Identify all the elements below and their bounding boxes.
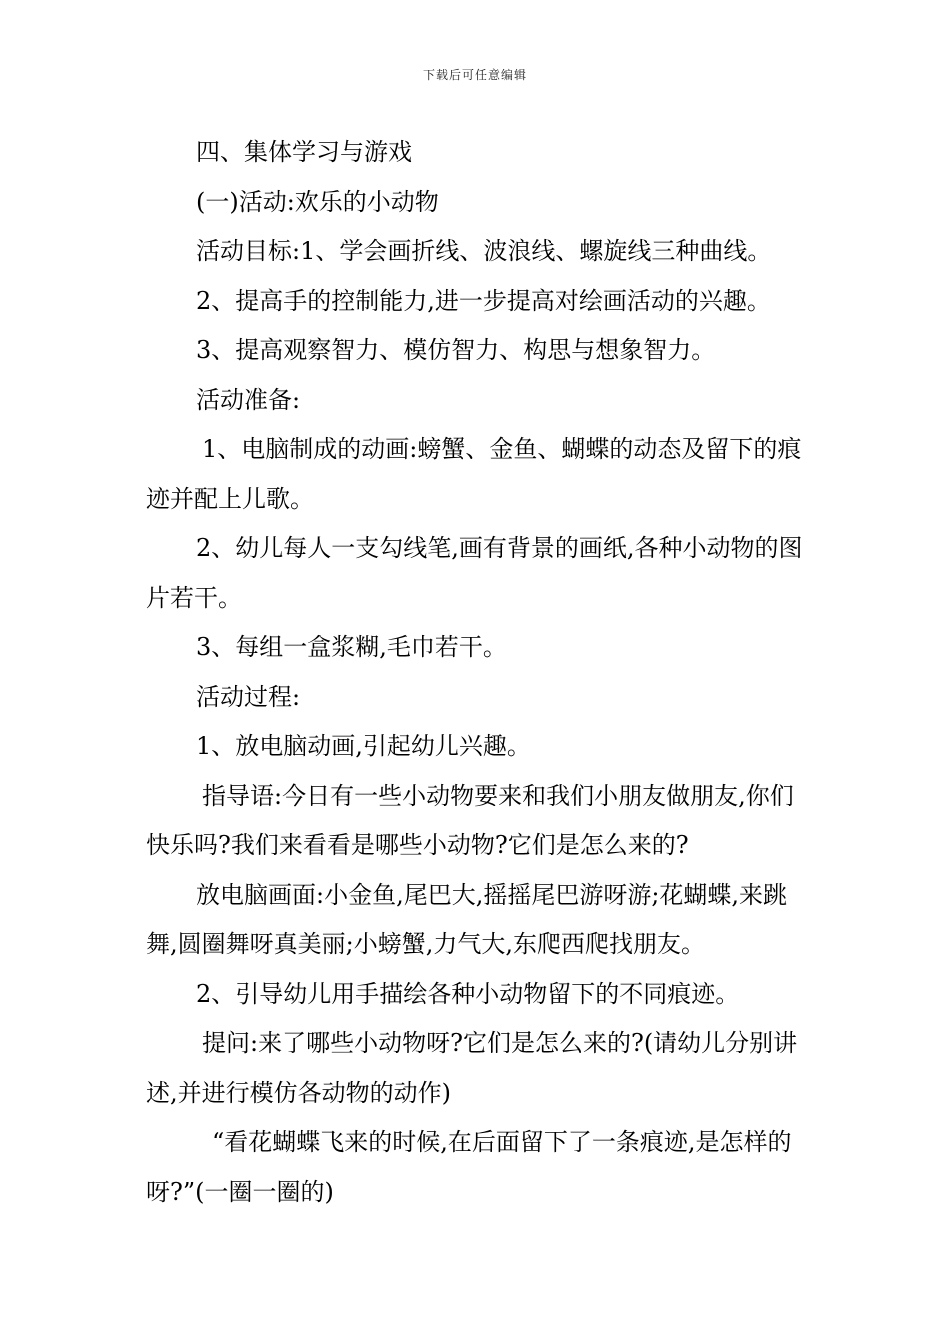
activity-title: (一)活动:欢乐的小动物 — [196, 187, 439, 216]
process-step-1: 1、放电脑动画,引起幼儿兴趣。 — [196, 732, 531, 760]
section-heading: 四、集体学习与游戏 — [196, 138, 412, 166]
preparation-item-3: 3、每组一盒浆糊,毛巾若干。 — [196, 633, 507, 661]
activity-goal-1: 活动目标:1、学会画折线、波浪线、螺旋线三种曲线。 — [196, 237, 772, 265]
activity-goal-3: 3、提高观察智力、模仿智力、构思与想象智力。 — [196, 336, 716, 364]
computer-screen-description: 放电脑画面:小金鱼,尾巴大,摇摇尾巴游呀游;花蝴蝶,来跳舞,圆圈舞呀真美丽;小螃蟹,力气大,东爬西爬找朋友。 — [146, 880, 788, 958]
preparation-heading: 活动准备: — [196, 385, 301, 414]
page-header-note: 下载后可任意编辑 — [422, 68, 527, 82]
process-heading: 活动过程: — [196, 682, 301, 711]
process-step-2: 2、引导幼儿用手描绘各种小动物留下的不同痕迹。 — [196, 979, 740, 1008]
preparation-item-1: 1、电脑制成的动画:螃蟹、金鱼、蝴蝶的动态及留下的痕迹并配上儿歌。 — [146, 435, 802, 513]
question-paragraph: 提问:来了哪些小动物呀?它们是怎么来的?(请幼儿分别讲述,并进行模仿各动物的动作) — [146, 1029, 798, 1107]
butterfly-question: “看花蝴蝶飞来的时候,在后面留下了一条痕迹,是怎样的呀?”(一圈一圈的) — [146, 1128, 792, 1206]
document-body — [146, 128, 810, 1217]
preparation-item-2: 2、幼儿每人一支勾线笔,画有背景的画纸,各种小动物的图片若干。 — [146, 534, 803, 612]
activity-goal-2: 2、提高手的控制能力,进一步提高对绘画活动的兴趣。 — [196, 286, 771, 315]
guide-speech: 指导语:今日有一些小动物要来和我们小朋友做朋友,你们快乐吗?我们来看看是哪些小动物?它们是怎么来的? — [146, 781, 794, 859]
